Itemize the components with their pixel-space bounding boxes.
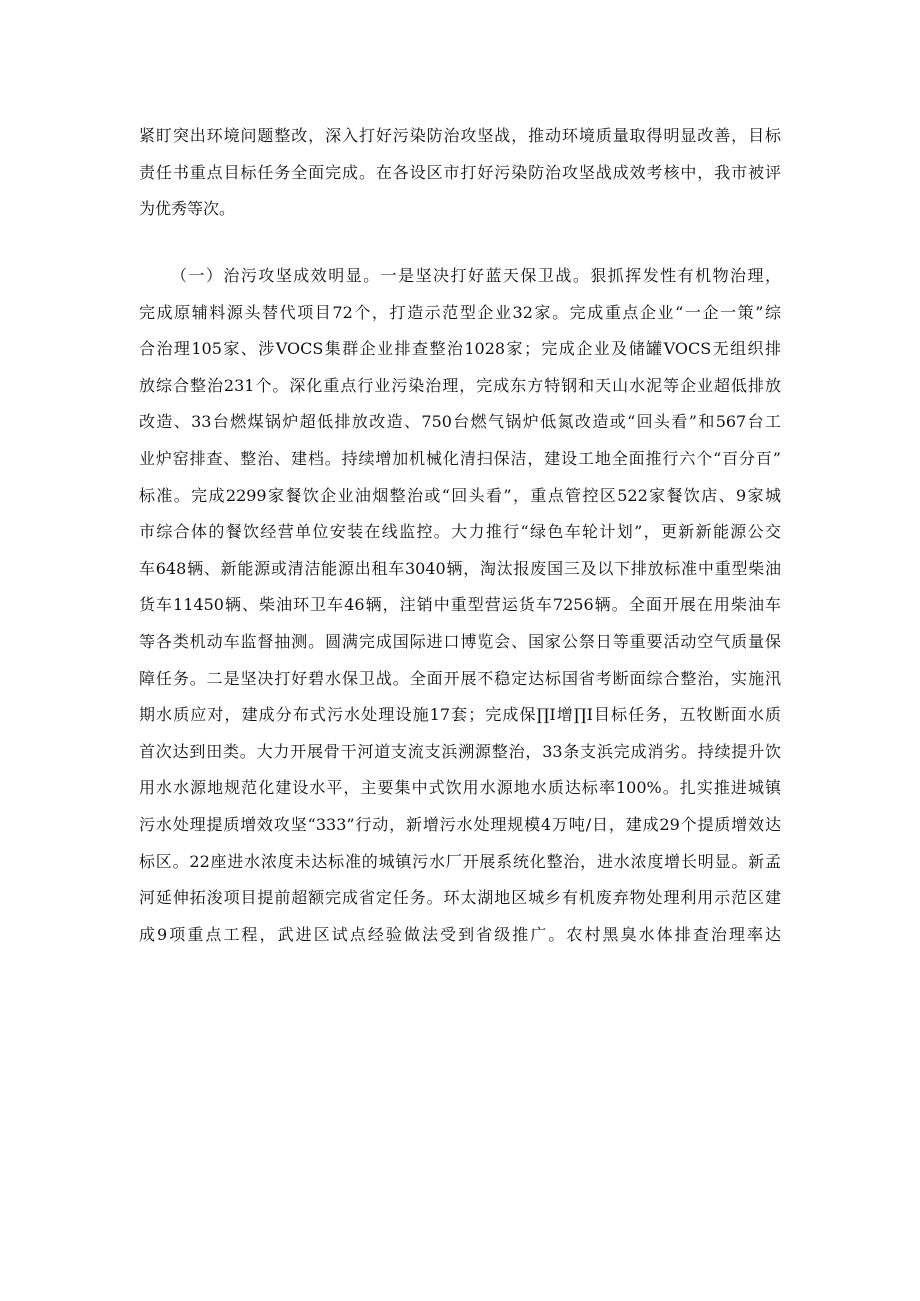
paragraph-line: 期水质应对，建成分布式污水处理设施17套；完成保∏I增∏I目标任务，五牧断面水质	[139, 705, 781, 725]
paragraph-line: 市综合体的餐饮经营单位安装在线监控。大力推行“绿色车轮计划”，更新新能源公交	[139, 522, 781, 542]
paragraph-line: 合治理105家、涉VOCS集群企业排查整治1028家；完成企业及储罐VOCS无组织排	[139, 339, 781, 359]
paragraph-line: 标区。22座进水浓度未达标准的城镇污水厂开展系统化整治，进水浓度增长明显。新孟	[139, 851, 781, 871]
paragraph-intro	[139, 118, 781, 228]
paragraph-line: 车648辆、新能源或清洁能源出租车3040辆，淘汰报废国三及以下排放标准中重型柴油	[139, 558, 781, 578]
paragraph-pollution-control	[139, 258, 781, 990]
paragraph-line: 放综合整治231个。深化重点行业污染治理，完成东方特钢和天山水泥等企业超低排放	[139, 375, 781, 395]
paragraph-line: 责任书重点目标任务全面完成。在各设区市打好污染防治攻坚战成效考核中，我市被评	[139, 162, 781, 182]
paragraph-line: 完成原辅料源头替代项目72个，打造示范型企业32家。完成重点企业“一企一策”综	[139, 302, 781, 322]
paragraph-line: 业炉窑排查、整治、建档。持续增加机械化清扫保洁，建设工地全面推行六个“百分百”	[139, 448, 781, 468]
paragraph-line: 污水处理提质增效攻坚“333”行动，新增污水处理规模4万吨/日，建成29个提质增效达	[139, 814, 781, 834]
paragraph-line: 首次达到田类。大力开展骨干河道支流支浜溯源整治，33条支浜完成消劣。持续提升饮	[139, 741, 781, 761]
paragraph-line: 为优秀等次。	[139, 199, 236, 219]
paragraph-line: 货车11450辆、柴油环卫车46辆，注销中重型营运货车7256辆。全面开展在用柴油车	[139, 595, 781, 615]
paragraph-line: 用水水源地规范化建设水平，主要集中式饮用水源地水质达标率100%。扎实推进城镇	[139, 778, 781, 798]
paragraph-line: 成9项重点工程，武进区试点经验做法受到省级推广。农村黑臭水体排查治理率达	[139, 924, 781, 944]
paragraph-line: 障任务。二是坚决打好碧水保卫战。全面开展不稳定达标国省考断面综合整治，实施汛	[139, 668, 781, 688]
paragraph-line: 改造、33台燃煤锅炉超低排放改造、750台燃气锅炉低氮改造或“回头看”和567台工	[139, 412, 781, 432]
paragraph-line: 等各类机动车监督抽测。圆满完成国际进口博览会、国家公祭日等重要活动空气质量保	[139, 631, 781, 651]
paragraph-line: 紧盯突出环境问题整改，深入打好污染防治攻坚战，推动环境质量取得明显改善，目标	[139, 126, 781, 145]
paragraph-line: 河延伸拓浚项目提前超额完成省定任务。环太湖地区城乡有机废弃物处理利用示范区建	[139, 888, 781, 908]
paragraph-line: 标准。完成2299家餐饮企业油烟整治或“回头看”，重点管控区522家餐饮店、9家城	[139, 485, 781, 505]
paragraph-line	[139, 953, 781, 990]
paragraph-line: （一）治污攻坚成效明显。一是坚决打好蓝天保卫战。狠抓挥发性有机物治理，	[171, 266, 781, 285]
